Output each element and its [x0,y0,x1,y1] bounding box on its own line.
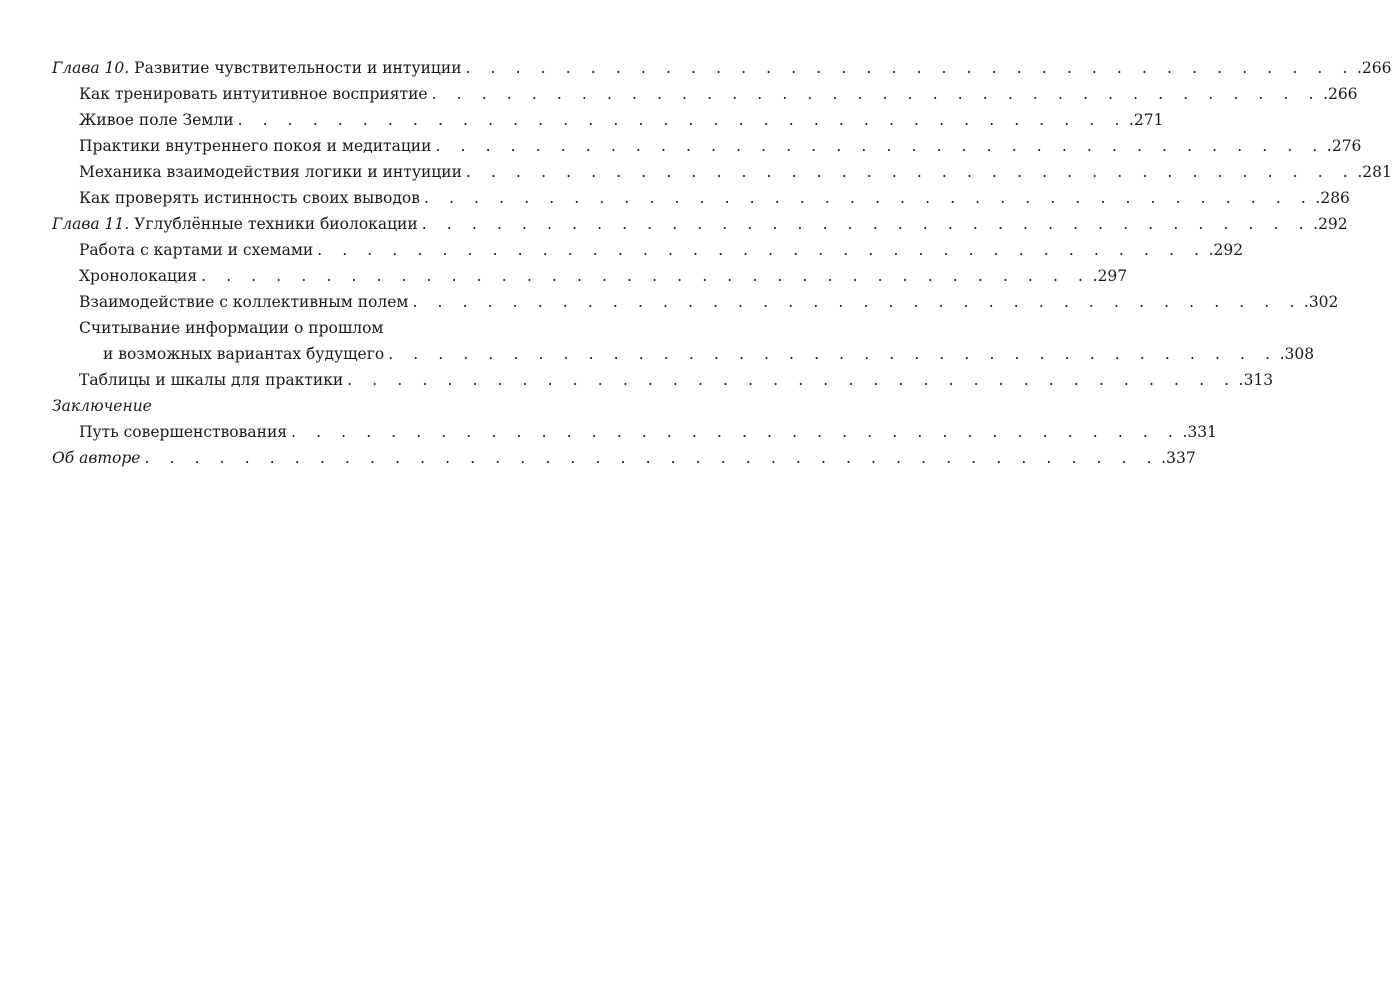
dot-leader: . . . . . . . . . . . . . . . . . . . . . . . . . . . . . . . . . . . . [465,163,1356,181]
dot-leader: . . . . . . . . . . . . . . . . . . . . . . . . . . . . . . . . . . . . . . . . . [144,449,1160,467]
chapter-title: Развитие чувствительности и интуиции [129,59,462,77]
toc-entry-title: и возможных вариантах будущего [103,345,385,363]
toc-entry-title [52,211,418,237]
page-number: .281 [1357,163,1392,181]
dot-leader: . . . . . . . . . . . . . . . . . . . . . . . . . . . . . . . . . . . . [201,267,1091,285]
dot-leader: . . . . . . . . . . . . . . . . . . . . . . . . . . . . . . . . . . . . [465,59,1355,77]
page-number: .286 [1315,189,1350,207]
page-number: .302 [1303,293,1339,311]
toc-entry-title: Живое поле Земли [79,111,234,129]
toc-entry[interactable] [52,185,1350,211]
toc-entry[interactable] [52,237,1244,263]
toc-entry-about-author[interactable] [52,445,1196,471]
toc-entry-title [52,55,462,81]
page-number: .271 [1129,111,1164,129]
dot-leader: . . . . . . . . . . . . . . . . . . . . . . . . . . . . . . . . . . . . [435,137,1325,155]
dot-leader: . . . . . . . . . . . . . . . . . . . . . . . . . . . . . . . . . . . . [388,345,1278,363]
chapter-title: Углублённые техники биолокации [129,215,418,233]
chapter-label: Глава 11. [52,215,130,233]
toc-entry[interactable] [52,367,1274,393]
dot-leader: . . . . . . . . . . . . . . . . . . . . . . . . . . . . . . . . . . . . [291,423,1181,441]
page-number: .297 [1092,267,1128,285]
dot-leader: . . . . . . . . . . . . . . . . . . . . . . . . . . . . . . . . . . . . [421,215,1312,233]
toc-entry[interactable] [52,159,1392,185]
section-label: Об авторе [52,449,141,467]
toc-entry-title: Механика взаимодействия логики и интуиции [79,163,462,181]
toc-entry-title: Как тренировать интуитивное восприятие [79,85,428,103]
page-number: .266 [1356,59,1392,77]
toc-entry[interactable] [52,315,578,341]
toc-entry-title: Как проверять истинность своих выводов [79,189,420,207]
dot-leader: . . . . . . . . . . . . . . . . . . . . . . . . . . . . . . . . . . . . [423,189,1314,207]
toc-entry-title: Практики внутреннего покоя и медитации [79,137,432,155]
toc-entry-title: Работа с картами и схемами [79,241,314,259]
toc-entry[interactable] [52,289,1339,315]
toc-entry-continuation[interactable] [52,341,1315,367]
page-number: .292 [1208,241,1244,259]
toc-entry[interactable] [52,81,1358,107]
toc-entry[interactable] [52,107,1164,133]
page-number: .337 [1161,449,1196,467]
page-number: .331 [1182,423,1217,441]
page-number: .313 [1238,371,1274,389]
toc-entry[interactable] [52,419,1217,445]
toc-entry-title: Взаимодействие с коллективным полем [79,293,409,311]
toc-entry-title: Путь совершенствования [79,423,288,441]
page-number: .266 [1323,85,1358,103]
toc-entry-conclusion[interactable] [52,393,578,419]
toc-entry-chapter-11[interactable] [52,211,1348,237]
toc-entry-title: Таблицы и шкалы для практики [79,371,344,389]
page-number: .276 [1326,137,1362,155]
dot-leader: . . . . . . . . . . . . . . . . . . . . . . . . . . . . . . . . . . . . [412,293,1302,311]
page-number: .292 [1313,215,1348,233]
toc-entry[interactable] [52,133,1362,159]
section-label: Заключение [52,397,152,415]
toc-entry-title: Считывание информации о прошлом [79,319,384,337]
dot-leader: . . . . . . . . . . . . . . . . . . . . . . . . . . . . . . . . . . . . [317,241,1207,259]
toc-entry-title: Хронолокация [79,267,198,285]
toc-entry-chapter-10[interactable] [52,55,1392,81]
toc-entry[interactable] [52,263,1128,289]
chapter-label: Глава 10. [52,59,130,77]
dot-leader: . . . . . . . . . . . . . . . . . . . . . . . . . . . . . . . . . . . . [347,371,1237,389]
dot-leader: . . . . . . . . . . . . . . . . . . . . . . . . . . . . . . . . . . . . [431,85,1322,103]
dot-leader: . . . . . . . . . . . . . . . . . . . . . . . . . . . . . . . . . . . . [237,111,1127,129]
page-number: .308 [1279,345,1315,363]
table-of-contents [52,55,1392,471]
